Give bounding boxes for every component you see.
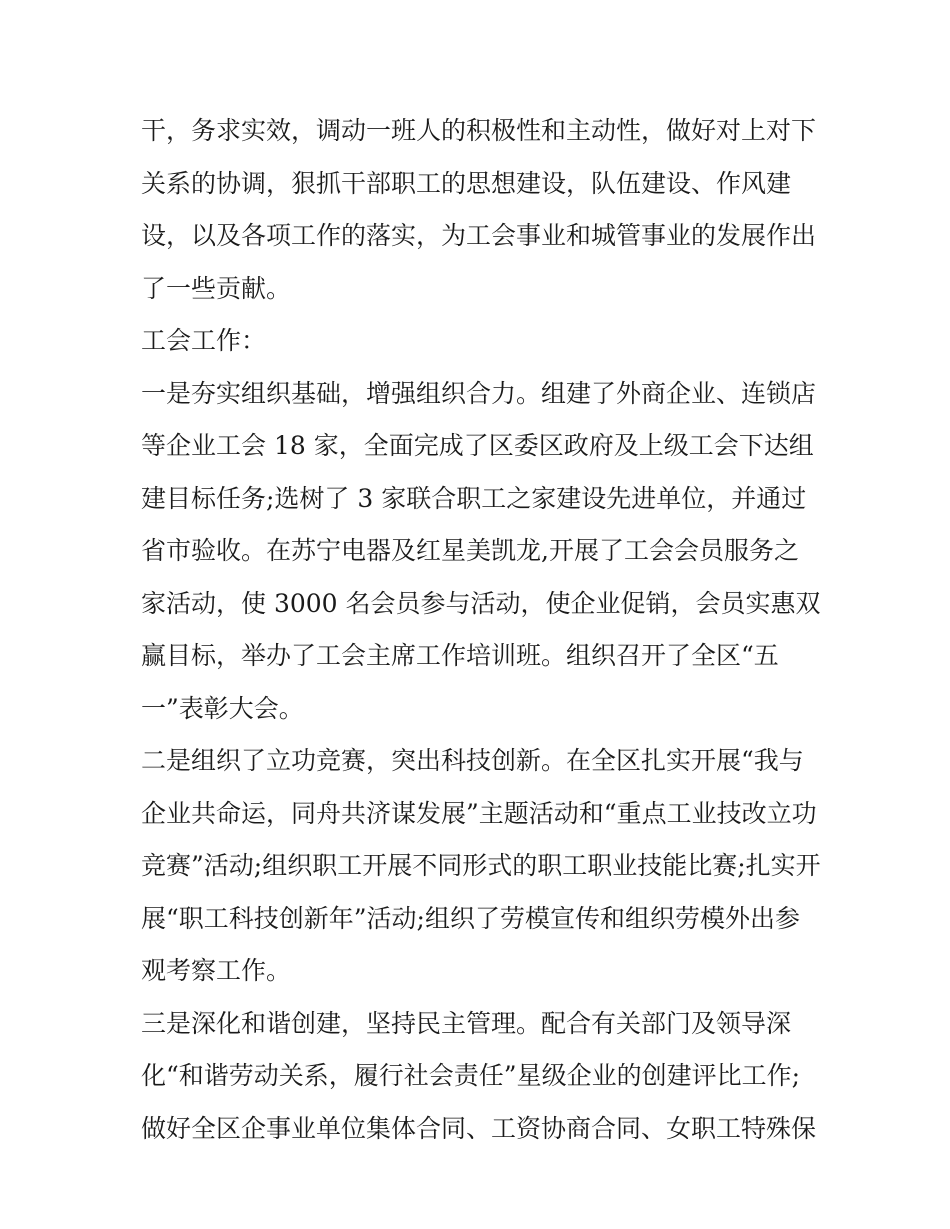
body-text (141, 105, 821, 1155)
text-line: 设，以及各项工作的落实，为工会事业和城管事业的发展作出 (141, 221, 817, 250)
text-line: 赢目标，举办了工会主席工作培训班。组织召开了全区“五 (141, 641, 779, 670)
text-line: 三是深化和谐创建，坚持民主管理。配合有关部门及领导深 (141, 1008, 792, 1038)
text-line: 一是夯实组织基础，增强组织合力。组建了外商企业、连锁店 (141, 378, 817, 408)
text-line: 企业共命运，同舟共济谋发展”主题活动和“重点工业技改立功 (141, 798, 817, 828)
text-line: 干，务求实效，调动一班人的积极性和主动性，做好对上对下 (141, 116, 817, 145)
text-line: 观考察工作。 (141, 956, 292, 985)
text-line: 家活动，使 3000 名会员参与活动，使企业促销，会员实惠双 (141, 588, 821, 618)
text-line: 二是组织了立功竞赛，突出科技创新。在全区扎实开展“我与 (141, 746, 804, 775)
text-line: 一”表彰大会。 (141, 693, 304, 723)
text-line: 建目标任务;选树了 3 家联合职工之家建设先进单位，并通过 (141, 483, 807, 513)
section-heading: 工会工作： (141, 326, 267, 355)
text-line: 展“职工科技创新年”活动;组织了劳模宣传和组织劳模外出参 (141, 903, 800, 933)
text-line: 做好全区企事业单位集体合同、工资协商合同、女职工特殊保 (141, 1113, 817, 1143)
text-line: 竞赛”活动;组织职工开展不同形式的职工职业技能比赛;扎实开 (141, 851, 821, 880)
text-line: 了一些贡献。 (141, 273, 292, 303)
text-line: 关系的协调，狠抓干部职工的思想建设，队伍建设、作风建 (141, 168, 792, 198)
text-line: 化“和谐劳动关系，履行社会责任”星级企业的创建评比工作; (141, 1061, 800, 1090)
text-line: 等企业工会 18 家，全面完成了区委区政府及上级工会下达组 (141, 431, 814, 460)
text-line: 省市验收。在苏宁电器及红星美凯龙,开展了工会会员服务之 (141, 536, 799, 565)
